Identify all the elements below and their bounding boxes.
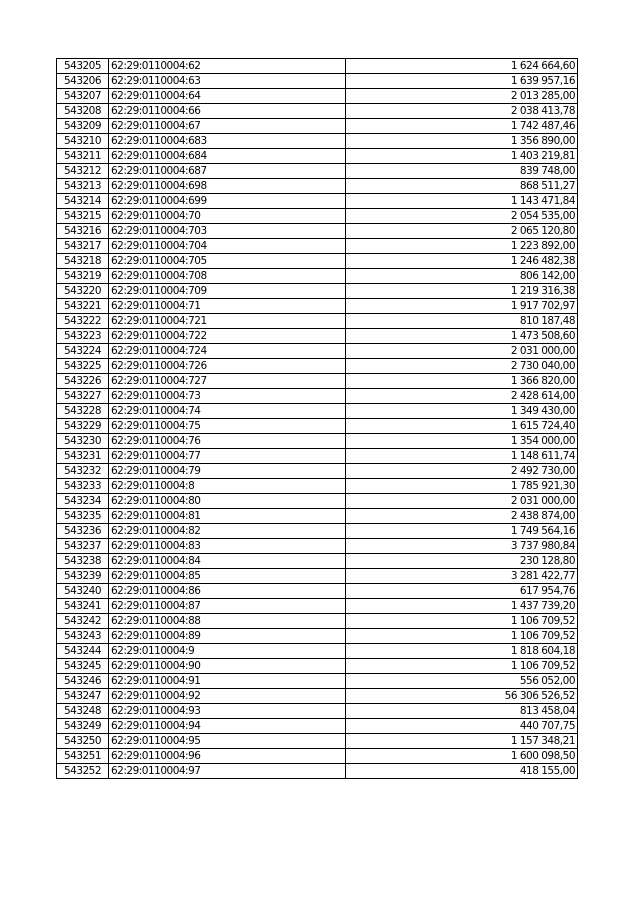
record-number-cell: 543209: [57, 119, 109, 134]
record-number-cell: 543219: [57, 269, 109, 284]
record-number-cell: 543247: [57, 689, 109, 704]
record-number-cell: 543229: [57, 419, 109, 434]
record-number-cell: 543228: [57, 404, 109, 419]
table-row: [57, 404, 578, 419]
record-number-cell: 543214: [57, 194, 109, 209]
cadastral-value-cell: 806 142,00: [346, 269, 578, 284]
record-number-cell: 543251: [57, 749, 109, 764]
cadastral-number-cell: 62:29:0110004:726: [109, 359, 346, 374]
record-number-cell: 543236: [57, 524, 109, 539]
table-row: [57, 674, 578, 689]
record-number-cell: 543250: [57, 734, 109, 749]
record-number-cell: 543248: [57, 704, 109, 719]
cadastral-number-cell: 62:29:0110004:75: [109, 419, 346, 434]
cadastral-value-cell: 1 223 892,00: [346, 239, 578, 254]
cadastral-value-cell: 1 785 921,30: [346, 479, 578, 494]
table-row: [57, 269, 578, 284]
cadastral-number-cell: 62:29:0110004:82: [109, 524, 346, 539]
cadastral-value-cell: 1 473 508,60: [346, 329, 578, 344]
table-body: [57, 59, 578, 779]
cadastral-value-cell: 1 148 611,74: [346, 449, 578, 464]
table-row: [57, 314, 578, 329]
cadastral-value-cell: 2 492 730,00: [346, 464, 578, 479]
cadastral-number-cell: 62:29:0110004:96: [109, 749, 346, 764]
cadastral-number-cell: 62:29:0110004:9: [109, 644, 346, 659]
table-row: [57, 359, 578, 374]
table-row: [57, 614, 578, 629]
cadastral-number-cell: 62:29:0110004:721: [109, 314, 346, 329]
table-row: [57, 284, 578, 299]
cadastral-number-cell: 62:29:0110004:89: [109, 629, 346, 644]
record-number-cell: 543237: [57, 539, 109, 554]
record-number-cell: 543220: [57, 284, 109, 299]
cadastral-value-cell: 1 354 000,00: [346, 434, 578, 449]
table-row: [57, 494, 578, 509]
record-number-cell: 543205: [57, 59, 109, 74]
cadastral-number-cell: 62:29:0110004:687: [109, 164, 346, 179]
table-row: [57, 119, 578, 134]
cadastral-value-cell: 1 403 219,81: [346, 149, 578, 164]
record-number-cell: 543212: [57, 164, 109, 179]
record-number-cell: 543252: [57, 764, 109, 779]
cadastral-number-cell: 62:29:0110004:67: [109, 119, 346, 134]
cadastral-value-cell: 2 038 413,78: [346, 104, 578, 119]
table-row: [57, 374, 578, 389]
cadastral-number-cell: 62:29:0110004:66: [109, 104, 346, 119]
table-row: [57, 389, 578, 404]
cadastral-number-cell: 62:29:0110004:8: [109, 479, 346, 494]
cadastral-number-cell: 62:29:0110004:88: [109, 614, 346, 629]
cadastral-value-cell: 1 437 739,20: [346, 599, 578, 614]
cadastral-number-cell: 62:29:0110004:91: [109, 674, 346, 689]
record-number-cell: 543231: [57, 449, 109, 464]
cadastral-number-cell: 62:29:0110004:95: [109, 734, 346, 749]
record-number-cell: 543225: [57, 359, 109, 374]
record-number-cell: 543238: [57, 554, 109, 569]
cadastral-value-table: [56, 58, 578, 779]
cadastral-number-cell: 62:29:0110004:64: [109, 89, 346, 104]
cadastral-number-cell: 62:29:0110004:86: [109, 584, 346, 599]
record-number-cell: 543249: [57, 719, 109, 734]
record-number-cell: 543207: [57, 89, 109, 104]
cadastral-number-cell: 62:29:0110004:79: [109, 464, 346, 479]
record-number-cell: 543217: [57, 239, 109, 254]
record-number-cell: 543227: [57, 389, 109, 404]
table-row: [57, 524, 578, 539]
cadastral-number-cell: 62:29:0110004:73: [109, 389, 346, 404]
record-number-cell: 543239: [57, 569, 109, 584]
table-row: [57, 749, 578, 764]
cadastral-number-cell: 62:29:0110004:70: [109, 209, 346, 224]
cadastral-value-cell: 839 748,00: [346, 164, 578, 179]
table-row: [57, 164, 578, 179]
table-row: [57, 764, 578, 779]
record-number-cell: 543221: [57, 299, 109, 314]
table-row: [57, 554, 578, 569]
cadastral-number-cell: 62:29:0110004:709: [109, 284, 346, 299]
table-row: [57, 149, 578, 164]
record-number-cell: 543242: [57, 614, 109, 629]
table-row: [57, 104, 578, 119]
cadastral-value-cell: 1 742 487,46: [346, 119, 578, 134]
cadastral-value-cell: 1 615 724,40: [346, 419, 578, 434]
record-number-cell: 543224: [57, 344, 109, 359]
table-row: [57, 584, 578, 599]
table-row: [57, 224, 578, 239]
record-number-cell: 543240: [57, 584, 109, 599]
table-row: [57, 89, 578, 104]
cadastral-number-cell: 62:29:0110004:63: [109, 74, 346, 89]
record-number-cell: 543246: [57, 674, 109, 689]
cadastral-value-cell: 1 106 709,52: [346, 614, 578, 629]
cadastral-number-cell: 62:29:0110004:683: [109, 134, 346, 149]
cadastral-value-cell: 2 730 040,00: [346, 359, 578, 374]
table-row: [57, 659, 578, 674]
cadastral-value-cell: 418 155,00: [346, 764, 578, 779]
cadastral-value-cell: 1 624 664,60: [346, 59, 578, 74]
record-number-cell: 543208: [57, 104, 109, 119]
cadastral-value-cell: 1 639 957,16: [346, 74, 578, 89]
cadastral-number-cell: 62:29:0110004:724: [109, 344, 346, 359]
cadastral-number-cell: 62:29:0110004:84: [109, 554, 346, 569]
cadastral-number-cell: 62:29:0110004:74: [109, 404, 346, 419]
table-row: [57, 689, 578, 704]
record-number-cell: 543213: [57, 179, 109, 194]
cadastral-number-cell: 62:29:0110004:77: [109, 449, 346, 464]
cadastral-value-cell: 2 054 535,00: [346, 209, 578, 224]
table-row: [57, 59, 578, 74]
record-number-cell: 543226: [57, 374, 109, 389]
table-row: [57, 539, 578, 554]
cadastral-value-cell: 617 954,76: [346, 584, 578, 599]
table-row: [57, 194, 578, 209]
table-row: [57, 419, 578, 434]
record-number-cell: 543234: [57, 494, 109, 509]
cadastral-value-cell: 1 143 471,84: [346, 194, 578, 209]
table-row: [57, 644, 578, 659]
table-row: [57, 254, 578, 269]
cadastral-value-cell: 1 349 430,00: [346, 404, 578, 419]
cadastral-number-cell: 62:29:0110004:704: [109, 239, 346, 254]
cadastral-number-cell: 62:29:0110004:81: [109, 509, 346, 524]
cadastral-value-cell: 440 707,75: [346, 719, 578, 734]
cadastral-number-cell: 62:29:0110004:87: [109, 599, 346, 614]
cadastral-value-cell: 1 366 820,00: [346, 374, 578, 389]
cadastral-number-cell: 62:29:0110004:83: [109, 539, 346, 554]
table-row: [57, 434, 578, 449]
cadastral-value-cell: 1 356 890,00: [346, 134, 578, 149]
record-number-cell: 543218: [57, 254, 109, 269]
table-row: [57, 569, 578, 584]
record-number-cell: 543211: [57, 149, 109, 164]
table-row: [57, 449, 578, 464]
cadastral-value-cell: 868 511,27: [346, 179, 578, 194]
record-number-cell: 543223: [57, 329, 109, 344]
table-row: [57, 629, 578, 644]
table-row: [57, 299, 578, 314]
record-number-cell: 543243: [57, 629, 109, 644]
cadastral-value-cell: 2 031 000,00: [346, 344, 578, 359]
cadastral-value-cell: 1 818 604,18: [346, 644, 578, 659]
cadastral-number-cell: 62:29:0110004:699: [109, 194, 346, 209]
cadastral-number-cell: 62:29:0110004:80: [109, 494, 346, 509]
cadastral-value-cell: 2 013 285,00: [346, 89, 578, 104]
cadastral-value-cell: 56 306 526,52: [346, 689, 578, 704]
record-number-cell: 543241: [57, 599, 109, 614]
cadastral-number-cell: 62:29:0110004:85: [109, 569, 346, 584]
cadastral-value-cell: 1 157 348,21: [346, 734, 578, 749]
record-number-cell: 543210: [57, 134, 109, 149]
record-number-cell: 543235: [57, 509, 109, 524]
table-row: [57, 509, 578, 524]
cadastral-number-cell: 62:29:0110004:62: [109, 59, 346, 74]
record-number-cell: 543244: [57, 644, 109, 659]
cadastral-value-cell: 3 737 980,84: [346, 539, 578, 554]
record-number-cell: 543215: [57, 209, 109, 224]
cadastral-number-cell: 62:29:0110004:705: [109, 254, 346, 269]
cadastral-value-cell: 813 458,04: [346, 704, 578, 719]
table-row: [57, 134, 578, 149]
record-number-cell: 543230: [57, 434, 109, 449]
cadastral-value-cell: 1 600 098,50: [346, 749, 578, 764]
record-number-cell: 543206: [57, 74, 109, 89]
record-number-cell: 543222: [57, 314, 109, 329]
table-row: [57, 719, 578, 734]
cadastral-value-cell: 1 106 709,52: [346, 629, 578, 644]
cadastral-number-cell: 62:29:0110004:76: [109, 434, 346, 449]
cadastral-number-cell: 62:29:0110004:708: [109, 269, 346, 284]
table-row: [57, 209, 578, 224]
table-row: [57, 734, 578, 749]
table-row: [57, 464, 578, 479]
cadastral-number-cell: 62:29:0110004:90: [109, 659, 346, 674]
cadastral-number-cell: 62:29:0110004:94: [109, 719, 346, 734]
cadastral-number-cell: 62:29:0110004:727: [109, 374, 346, 389]
cadastral-number-cell: 62:29:0110004:92: [109, 689, 346, 704]
cadastral-number-cell: 62:29:0110004:71: [109, 299, 346, 314]
cadastral-value-cell: 3 281 422,77: [346, 569, 578, 584]
cadastral-value-cell: 1 106 709,52: [346, 659, 578, 674]
cadastral-value-cell: 2 065 120,80: [346, 224, 578, 239]
cadastral-value-cell: 556 052,00: [346, 674, 578, 689]
record-number-cell: 543245: [57, 659, 109, 674]
cadastral-value-cell: 2 428 614,00: [346, 389, 578, 404]
cadastral-value-cell: 1 246 482,38: [346, 254, 578, 269]
cadastral-number-cell: 62:29:0110004:698: [109, 179, 346, 194]
cadastral-number-cell: 62:29:0110004:97: [109, 764, 346, 779]
cadastral-value-cell: 2 438 874,00: [346, 509, 578, 524]
table-row: [57, 344, 578, 359]
record-number-cell: 543233: [57, 479, 109, 494]
cadastral-value-cell: 230 128,80: [346, 554, 578, 569]
cadastral-value-cell: 1 219 316,38: [346, 284, 578, 299]
cadastral-number-cell: 62:29:0110004:703: [109, 224, 346, 239]
table-row: [57, 329, 578, 344]
cadastral-number-cell: 62:29:0110004:722: [109, 329, 346, 344]
table-row: [57, 74, 578, 89]
cadastral-value-cell: 1 749 564,16: [346, 524, 578, 539]
record-number-cell: 543232: [57, 464, 109, 479]
table-row: [57, 704, 578, 719]
table-row: [57, 599, 578, 614]
cadastral-value-cell: 1 917 702,97: [346, 299, 578, 314]
cadastral-number-cell: 62:29:0110004:93: [109, 704, 346, 719]
cadastral-number-cell: 62:29:0110004:684: [109, 149, 346, 164]
cadastral-value-cell: 2 031 000,00: [346, 494, 578, 509]
table-row: [57, 239, 578, 254]
cadastral-value-cell: 810 187,48: [346, 314, 578, 329]
table-row: [57, 179, 578, 194]
record-number-cell: 543216: [57, 224, 109, 239]
table-row: [57, 479, 578, 494]
